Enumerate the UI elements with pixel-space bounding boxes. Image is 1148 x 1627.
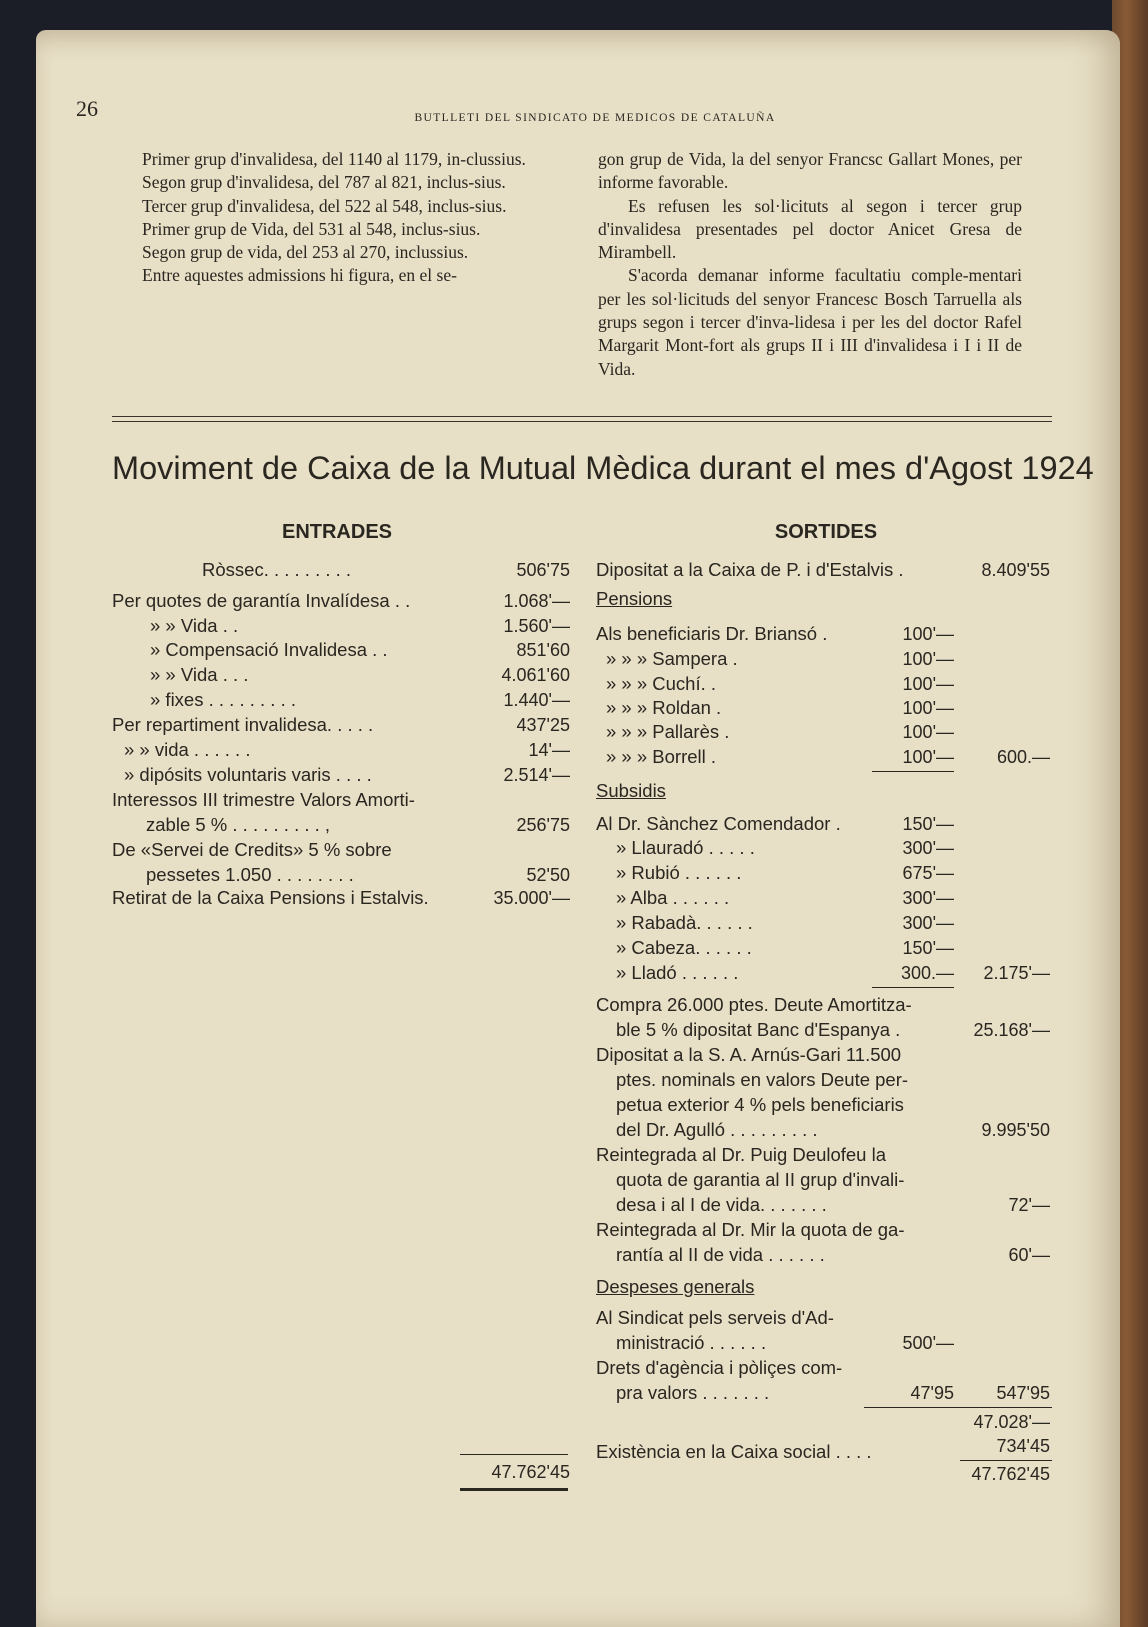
despeses-total: 547'95	[996, 1383, 1050, 1403]
entrada-text: » » Vida . . .	[150, 664, 249, 685]
despesa-text: Drets d'agència i pòliçes com-	[596, 1357, 843, 1378]
sortida-text: ble 5 % dipositat Banc d'Espanya .	[616, 1019, 901, 1040]
sortida-amount: 9.995'50	[981, 1120, 1050, 1140]
subsidi-row-amount: 150'—	[902, 938, 954, 958]
subsidi-row-text: » Alba . . . . . .	[616, 887, 730, 908]
subsidi-row-text: » Rabadà. . . . . .	[616, 912, 753, 933]
sortida-text: desa i al I de vida. . . . . . .	[616, 1194, 827, 1215]
sortides-total-rule	[960, 1460, 1052, 1461]
section-divider	[112, 416, 1052, 422]
pension-row-text: » » » Sampera .	[606, 648, 738, 669]
subsidi-row-text: » Rubió . . . . . .	[616, 862, 742, 883]
entrada-amount: 1.560'—	[503, 616, 570, 636]
entrada-amount: 437'25	[516, 715, 570, 735]
entrada-amount: 14'—	[528, 740, 570, 760]
intro-paragraph: Tercer grup d'invalidesa, del 522 al 548, inclus-sius.	[142, 195, 507, 216]
pension-row-text: » » » Pallarès .	[606, 721, 730, 742]
subsidi-row-text: » Lladó . . . . . .	[616, 962, 739, 983]
despesa-text: Al Sindicat pels serveis d'Ad-	[596, 1307, 834, 1328]
running-head: BUTLLETI DEL SINDICATO DE MEDICOS DE CATALUÑA	[414, 112, 776, 124]
entrada-amount: 506'75	[516, 560, 570, 580]
pension-row-text: Als beneficiaris Dr. Briansó .	[596, 623, 828, 644]
entrades-total-double-rule	[460, 1488, 568, 1491]
sortida-amount: 8.409'55	[981, 560, 1050, 580]
pension-row-amount: 100'—	[902, 698, 954, 718]
entrada-text: De «Servei de Credits» 5 % sobre	[112, 839, 392, 860]
intro-paragraph: Primer grup d'invalidesa, del 1140 al 1179, in-clussius.	[142, 149, 526, 169]
sortides-sum-rule	[864, 1407, 1052, 1408]
entrada-amount: 851'60	[516, 640, 570, 660]
pension-row-text: » » » Roldan .	[606, 697, 722, 718]
sortida-text: petua exterior 4 % pels beneficiaris	[616, 1094, 904, 1115]
entrada-text: Per repartiment invalidesa. . . . .	[112, 714, 374, 735]
subsidi-row-amount: 300'—	[902, 838, 954, 858]
intro-paragraph: Segon grup d'invalidesa, del 787 al 821, inclus-sius.	[142, 172, 506, 193]
despesa-text: pra valors . . . . . . .	[616, 1382, 770, 1403]
despesa-amount: 47'95	[910, 1383, 954, 1403]
page-number: 26	[76, 96, 98, 121]
sortida-text: Reintegrada al Dr. Puig Deulofeu la	[596, 1144, 887, 1165]
subsidi-row-amount: 300'—	[902, 888, 954, 908]
subsidis-heading: Subsidis	[596, 780, 666, 801]
entrada-text: » dipósits voluntaris varis . . . .	[124, 764, 372, 785]
existencia-amount: 734'45	[996, 1436, 1050, 1456]
entrades-total: 47.762'45	[491, 1462, 570, 1482]
entrada-text: Interessos III trimestre Valors Amorti-	[112, 789, 415, 810]
pension-row-amount: 100'—	[902, 649, 954, 669]
pension-row-amount: 100'—	[902, 624, 954, 644]
pension-row-amount: 100'—	[902, 722, 954, 742]
sortida-text: quota de garantia al II grup d'invali-	[616, 1169, 905, 1190]
entrada-text: » » Vida . .	[150, 615, 239, 636]
pensions-subtotal-rule	[872, 771, 954, 772]
sortides-total: 47.762'45	[971, 1464, 1050, 1484]
subsidi-row-amount: 300.—	[900, 963, 954, 983]
subsidi-row-amount: 675'—	[902, 863, 954, 883]
subsidi-row-text: » Llauradó . . . . .	[616, 837, 755, 858]
intro-paragraph: Es refusen les sol·licituts al segon i tercer grup d'invalidesa presentades pel doctor Anicet Gresa de Mirambell.	[598, 195, 1022, 263]
sortida-text: rantía al II de vida . . . . . .	[616, 1244, 825, 1265]
entrada-text: Retirat de la Caixa Pensions i Estalvis.	[112, 887, 429, 908]
entrada-amount: 1.440'—	[503, 690, 570, 710]
subsidi-row-amount: 300'—	[902, 913, 954, 933]
intro-paragraph: Primer grup de Vida, del 531 al 548, inclus-sius.	[142, 218, 481, 239]
entrada-amount: 1.068'—	[503, 591, 570, 611]
pension-row-text: » » » Cuchí. .	[606, 673, 717, 694]
existencia-text: Existència en la Caixa social . . . .	[596, 1441, 872, 1462]
sortida-text: Dipositat a la S. A. Arnús-Gari 11.500	[596, 1044, 902, 1065]
intro-paragraph: Segon grup de vida, del 253 al 270, inclussius.	[142, 242, 469, 263]
sortida-text: Reintegrada al Dr. Mir la quota de ga-	[596, 1219, 905, 1240]
despeses-heading: Despeses generals	[596, 1276, 755, 1297]
entrada-amount: 4.061'60	[501, 665, 570, 685]
entrada-text: » Compensació Invalidesa . .	[150, 639, 388, 660]
entrada-amount: 35.000'—	[493, 888, 570, 908]
subsidis-subtotal-rule	[872, 987, 954, 988]
pensions-heading: Pensions	[596, 588, 673, 609]
entrada-amount: 256'75	[516, 815, 570, 835]
entrada-text: » fixes . . . . . . . . .	[150, 689, 296, 710]
intro-paragraph: S'acorda demanar informe facultatiu comple-mentari per les sol·licituds del senyor Francesc Bosch Tarruella als grups segon i tercer d'inva-lidesa i per les del doctor Rafel Margarit Mont-fort als grups II i III d'invalidesa i I i II de Vida.	[598, 265, 1022, 379]
intro-paragraph: Entre aquestes admissions hi figura, en el se-	[142, 265, 457, 286]
sortida-text: ptes. nominals en valors Deute per-	[616, 1069, 909, 1090]
entrada-text: zable 5 % . . . . . . . . . ,	[146, 814, 331, 835]
entrada-text: Ròssec. . . . . . . . .	[202, 559, 352, 580]
entrades-total-rule	[460, 1454, 568, 1455]
sortida-amount: 72'—	[1008, 1195, 1050, 1215]
entrada-amount: 52'50	[526, 865, 570, 885]
sortides-heading: SORTIDES	[774, 521, 878, 543]
entrada-text: » » vida . . . . . .	[124, 739, 251, 760]
pension-row-amount: 100'—	[902, 674, 954, 694]
subsidi-row-amount: 150'—	[902, 814, 954, 834]
entrada-amount: 2.514'—	[503, 765, 570, 785]
entrada-text: Per quotes de garantía Invalídesa . .	[112, 590, 411, 611]
despesa-text: ministració . . . . . .	[616, 1332, 767, 1353]
page-title: Moviment de Caixa de la Mutual Mèdica durant el mes d'Agost 1924	[112, 450, 1094, 486]
sortides-subtotal: 47.028'—	[973, 1412, 1050, 1432]
pensions-total: 600.—	[996, 747, 1050, 767]
intro-left-column	[112, 148, 536, 288]
subsidis-total: 2.175'—	[983, 963, 1050, 983]
despesa-amount: 500'—	[902, 1333, 954, 1353]
sortida-text: del Dr. Agulló . . . . . . . . .	[616, 1119, 818, 1140]
pension-row-text: » » » Borrell .	[606, 746, 717, 767]
intro-right-column	[598, 148, 1022, 381]
subsidi-row-text: » Cabeza. . . . . .	[616, 937, 752, 958]
pension-row-amount: 100'—	[902, 747, 954, 767]
subsidi-row-text: Al Dr. Sànchez Comendador .	[596, 813, 841, 834]
entrada-text: pessetes 1.050 . . . . . . . .	[146, 864, 354, 885]
sortida-text: Compra 26.000 ptes. Deute Amortitza-	[596, 994, 912, 1015]
sortida-amount: 60'—	[1008, 1245, 1050, 1265]
entrades-heading: ENTRADES	[281, 521, 392, 543]
intro-paragraph: gon grup de Vida, la del senyor Francsc Gallart Mones, per informe favorable.	[598, 149, 1022, 193]
sortida-text: Dipositat a la Caixa de P. i d'Estalvis .	[596, 559, 904, 580]
sortida-amount: 25.168'—	[973, 1020, 1050, 1040]
